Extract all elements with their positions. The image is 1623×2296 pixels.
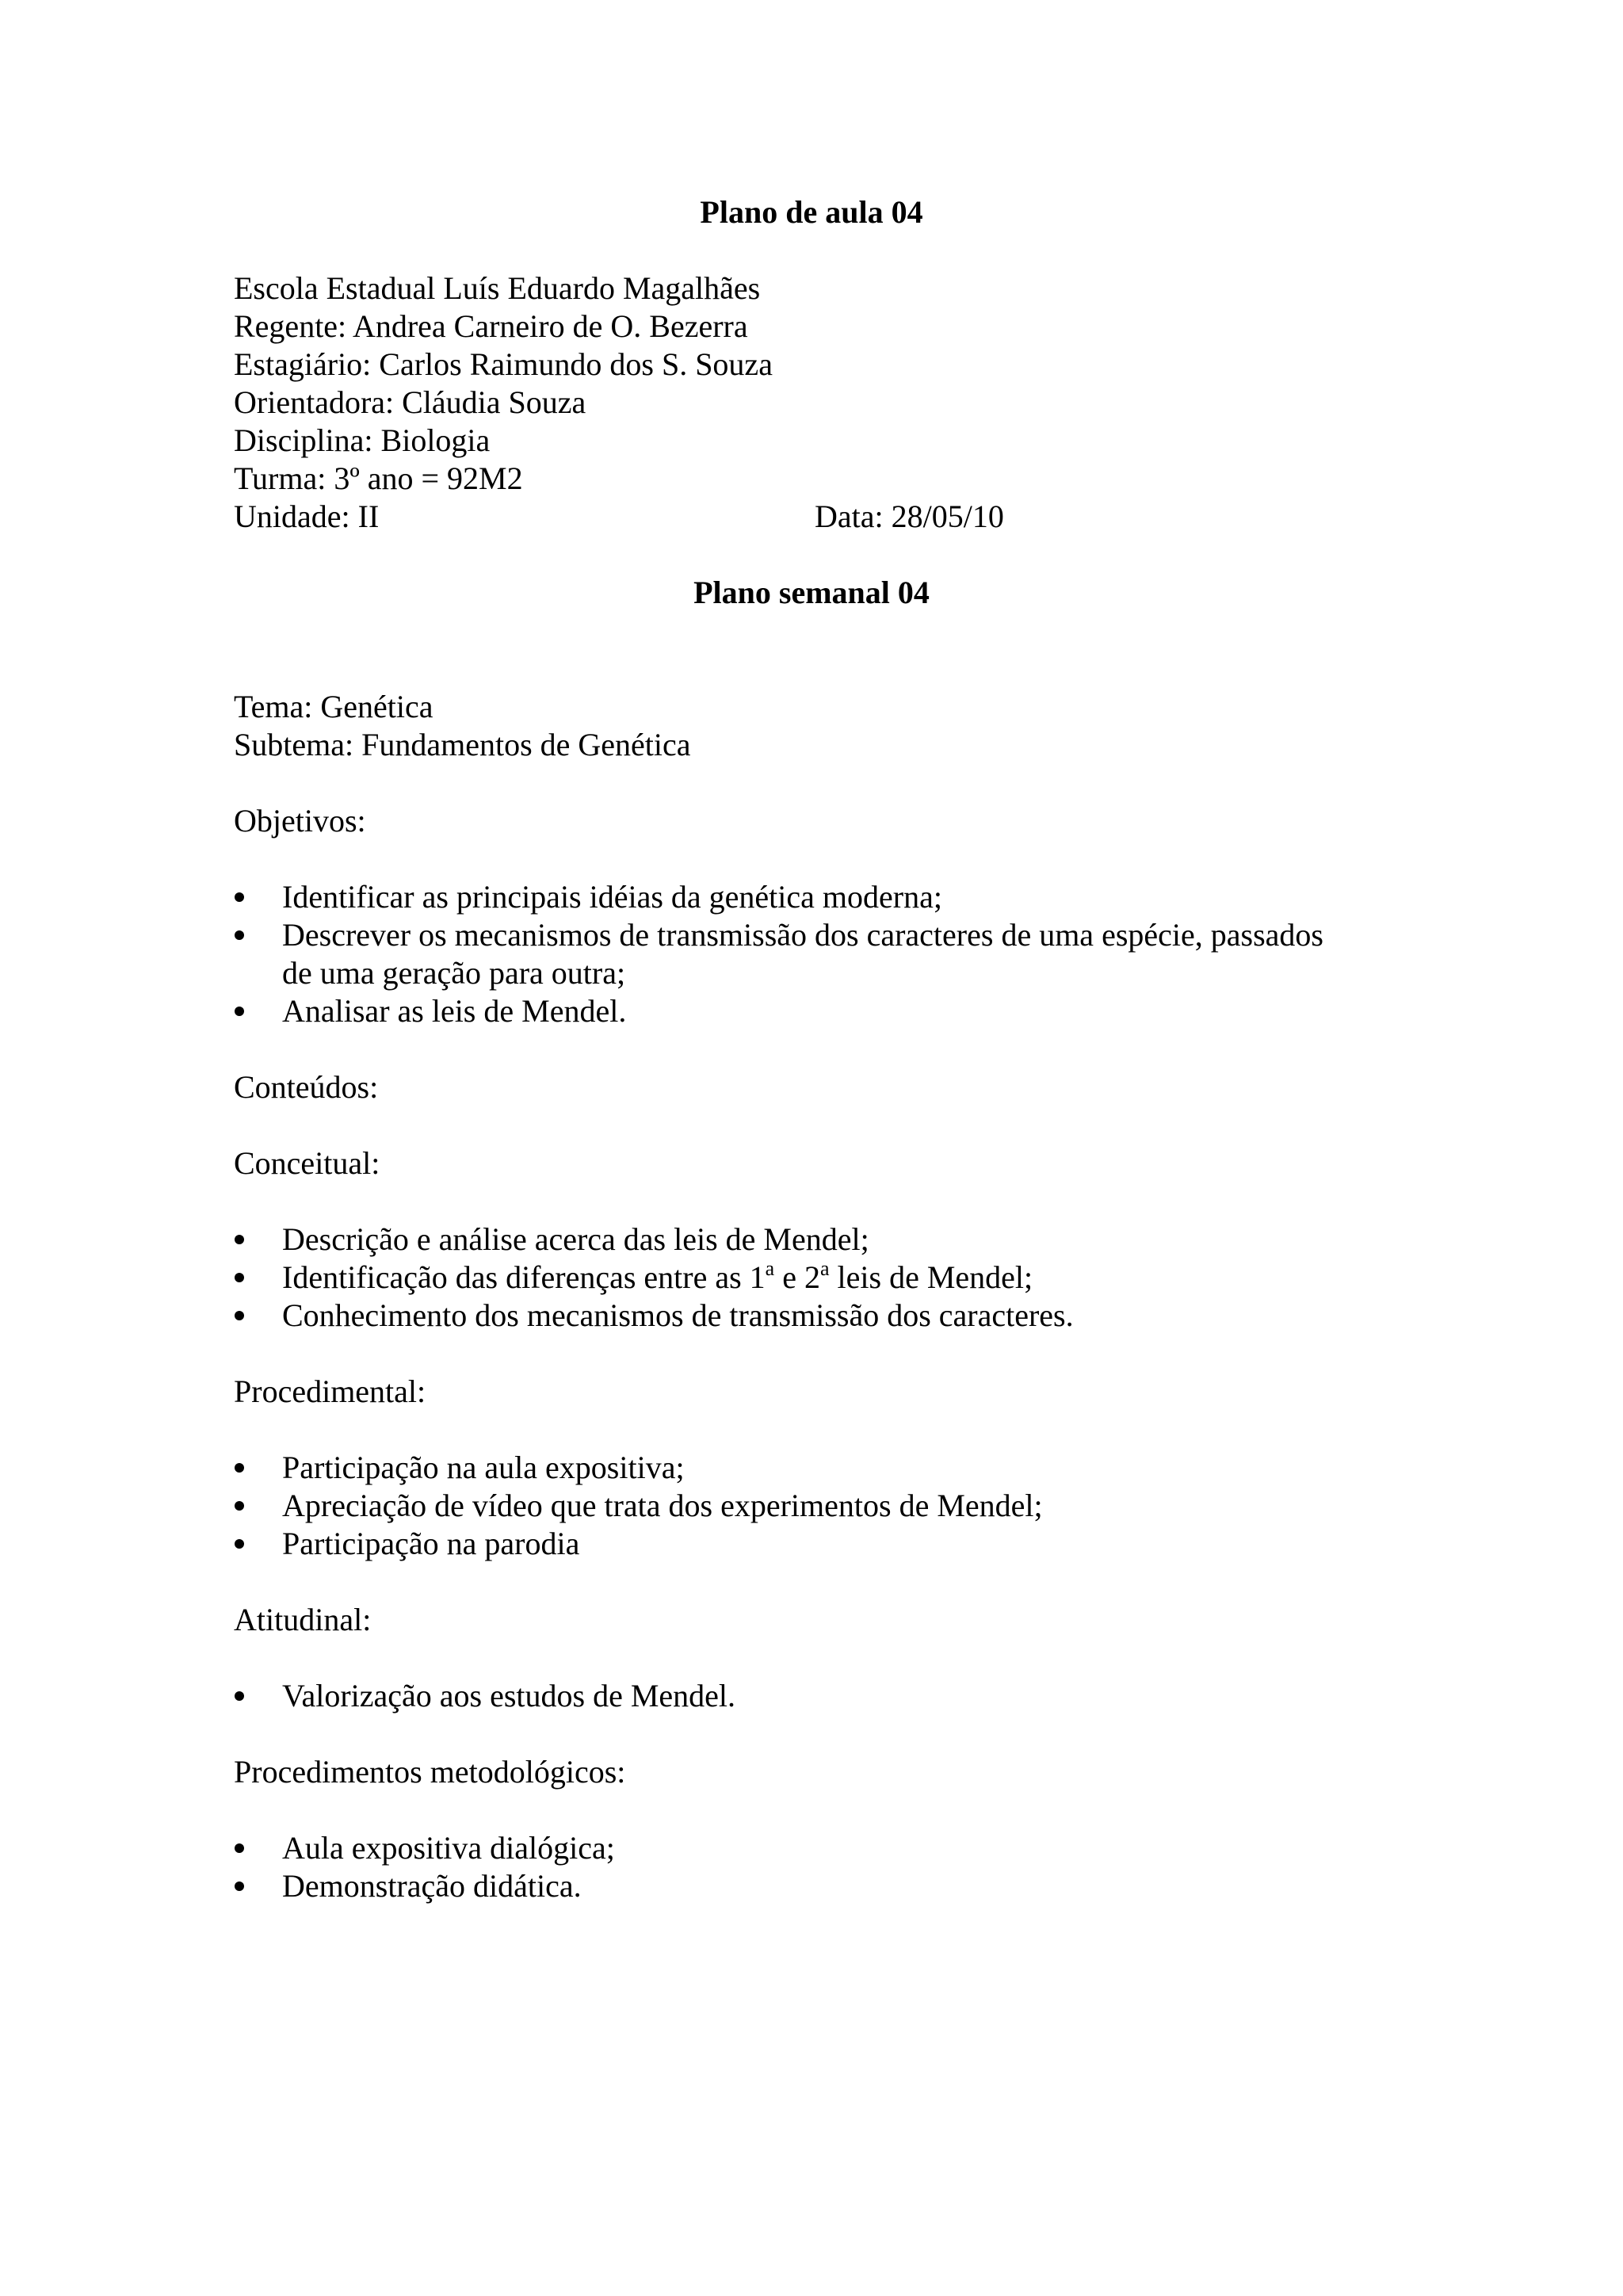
procedimental-heading: Procedimental: (234, 1373, 426, 1409)
conceitual-item (282, 1256, 1033, 1297)
bullet-icon (235, 1843, 244, 1853)
atitudinal-heading: Atitudinal: (234, 1602, 372, 1637)
conceitual-item: Descrição e análise acerca das leis de Mendel; (282, 1221, 869, 1257)
weekly-plan-title: Plano semanal 04 (693, 575, 930, 610)
orientadora-line: Orientadora: Cláudia Souza (234, 384, 586, 420)
date-line: Data: 28/05/10 (815, 499, 1004, 534)
objetivo-item-continuation: de uma geração para outra; (282, 955, 626, 991)
conceitual-item: Conhecimento dos mecanismos de transmissão dos caracteres. (282, 1297, 1074, 1333)
unidade-line: Unidade: II (234, 499, 380, 534)
bullet-icon (235, 1007, 244, 1016)
atitudinal-item: Valorização aos estudos de Mendel. (282, 1678, 736, 1713)
objetivos-heading: Objetivos: (234, 803, 366, 839)
objetivo-item: Descrever os mecanismos de transmissão dos caracteres de uma espécie, passados (282, 917, 1323, 953)
bullet-icon (235, 1691, 244, 1701)
bullet-icon (235, 1463, 244, 1473)
bullet-icon (235, 1539, 244, 1549)
conceitual-heading: Conceitual: (234, 1145, 380, 1181)
tema-line: Tema: Genética (234, 689, 433, 724)
subtema-line: Subtema: Fundamentos de Genética (234, 727, 691, 762)
bullet-icon (235, 930, 244, 940)
conceitual-item-part: Identificação das diferenças entre as 1 (282, 1259, 766, 1295)
conteudos-heading: Conteúdos: (234, 1069, 379, 1105)
ordinal-superscript: a (819, 1256, 830, 1280)
school-name: Escola Estadual Luís Eduardo Magalhães (234, 270, 761, 306)
procedimentos-item: Aula expositiva dialógica; (282, 1830, 615, 1866)
objetivo-item: Identificar as principais idéias da genética moderna; (282, 879, 942, 915)
procedimentos-heading: Procedimentos metodológicos: (234, 1754, 626, 1790)
bullet-icon (235, 1501, 244, 1511)
regente-line: Regente: Andrea Carneiro de O. Bezerra (234, 308, 748, 344)
turma-line: Turma: 3º ano = 92M2 (234, 460, 523, 496)
lesson-plan-title: Plano de aula 04 (700, 194, 923, 230)
procedimental-item: Apreciação de vídeo que trata dos experimentos de Mendel; (282, 1488, 1043, 1523)
disciplina-line: Disciplina: Biologia (234, 422, 491, 458)
ordinal-superscript: a (765, 1256, 775, 1280)
procedimentos-item: Demonstração didática. (282, 1868, 582, 1904)
objetivo-item: Analisar as leis de Mendel. (282, 993, 627, 1029)
estagiario-line: Estagiário: Carlos Raimundo dos S. Souza (234, 346, 773, 382)
bullet-icon (235, 1273, 244, 1282)
conceitual-item-part: e 2 (774, 1259, 820, 1295)
procedimental-item: Participação na aula expositiva; (282, 1450, 685, 1485)
bullet-icon (235, 892, 244, 902)
bullet-icon (235, 1235, 244, 1244)
bullet-icon (235, 1311, 244, 1320)
conceitual-item-part: leis de Mendel; (829, 1259, 1033, 1295)
bullet-icon (235, 1881, 244, 1891)
procedimental-item: Participação na parodia (282, 1526, 580, 1561)
